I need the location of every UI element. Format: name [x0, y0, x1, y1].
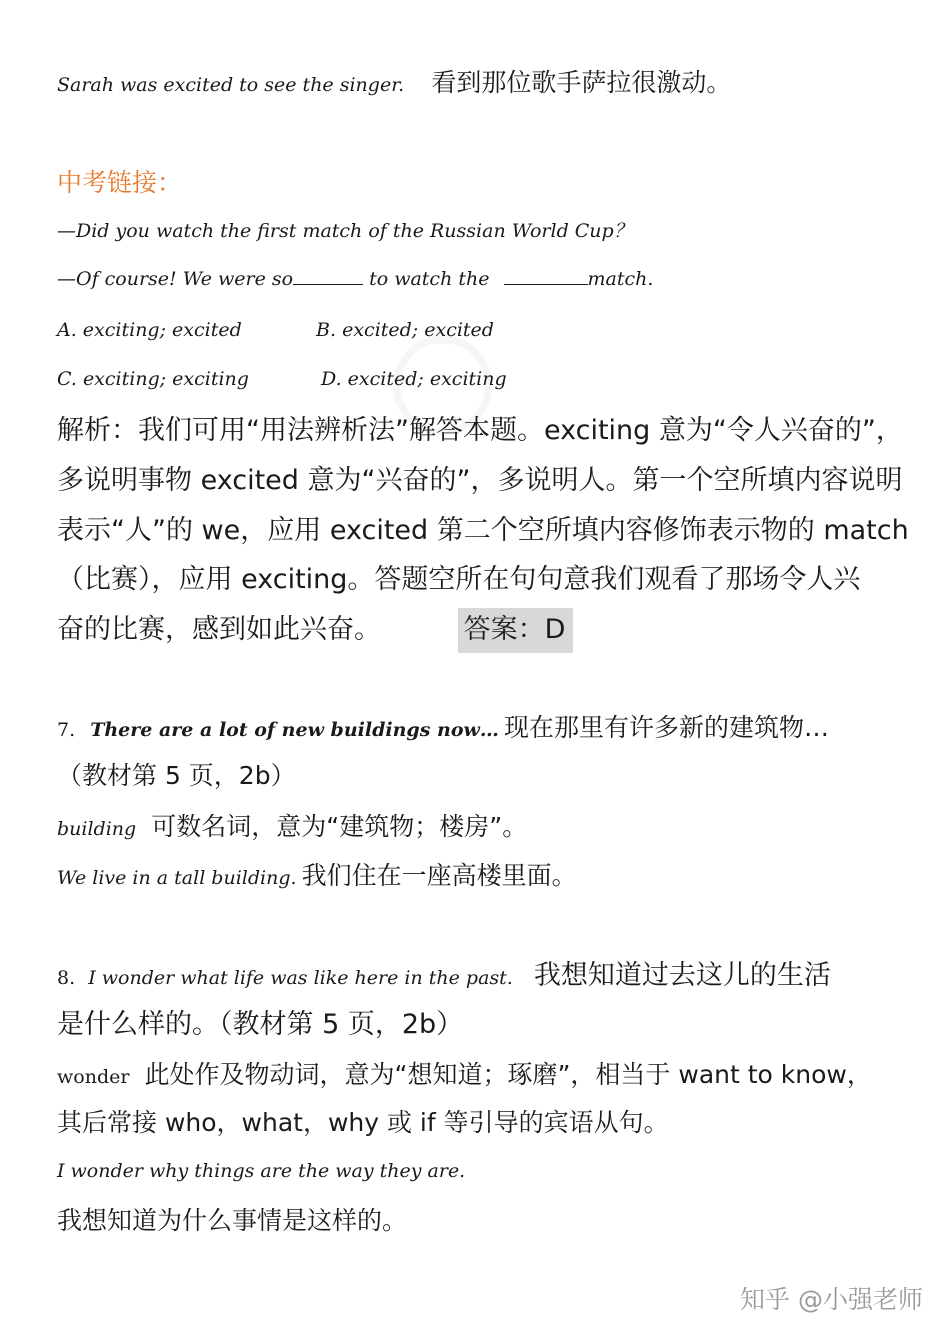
item-8-zh: 我想知道过去这儿的生活 — [533, 960, 831, 991]
item-8-line — [57, 962, 831, 989]
question-line: —Did you watch the first match of the Russian World Cup？ — [57, 220, 633, 242]
options-row-2 — [57, 370, 507, 389]
item-8-number: 8. — [57, 967, 76, 989]
item-7-number: 7. — [57, 719, 76, 741]
option-c: C. exciting; exciting — [57, 368, 249, 390]
example-zh: 我们住在一座高楼里面。 — [301, 861, 577, 890]
example-en: Sarah was excited to see the singer. — [57, 74, 405, 96]
item-8-en: I wonder what life was like here in the past. — [88, 967, 513, 989]
analysis-line-2: 多说明事物 excited 意为“兴奋的”，多说明人。第一个空所填内容说明 — [57, 465, 903, 496]
answer-mid: to watch the — [369, 268, 490, 290]
analysis-text: 奋的比赛，感到如此兴奋。 — [57, 614, 381, 645]
answer-post: match. — [587, 268, 654, 290]
answer-line — [57, 270, 653, 289]
vocab-definition: 此处作及物动词，意为“想知道；琢磨”，相当于 want to know， — [144, 1060, 872, 1089]
option-b: B. excited; excited — [316, 319, 494, 341]
blank-1 — [293, 270, 363, 285]
options-row-1 — [57, 321, 494, 340]
analysis-line-3: 表示“人”的 we，应用 excited 第二个空所填内容修饰表示物的 match — [57, 515, 909, 546]
wonder-usage-line: 其后常接 who，what，why 或 if 等引导的宾语从句。 — [57, 1108, 669, 1137]
example-zh: 看到那位歌手萨拉很激动。 — [431, 68, 732, 97]
building-example-line — [57, 863, 577, 888]
option-d: D. excited; exciting — [321, 368, 507, 390]
vocab-word: building — [57, 818, 137, 840]
example-en: We live in a tall building. — [57, 867, 297, 889]
item-7-zh: 现在那里有许多新的建筑物… — [503, 713, 829, 742]
analysis-line-5 — [57, 608, 573, 653]
analysis-line-1: 解析：我们可用“用法辨析法”解答本题。exciting 意为“令人兴奋的”， — [57, 415, 903, 446]
wonder-example-en: I wonder why things are the way they are. — [57, 1160, 466, 1182]
analysis-line-4: （比赛），应用 exciting。答题空所在句句意我们观看了那场令人兴 — [57, 564, 861, 595]
footer-credit: 知乎 @小强老师 — [740, 1285, 923, 1314]
option-a: A. exciting; excited — [57, 319, 242, 341]
building-note-line — [57, 814, 527, 839]
wonder-note-line — [57, 1062, 872, 1087]
example-sentence-line — [57, 70, 731, 95]
vocab-word: wonder — [57, 1066, 130, 1088]
item-8-continuation: 是什么样的。（教材第 5 页，2b） — [57, 1009, 464, 1040]
section-heading: 中考链接： — [57, 168, 183, 197]
item-7-en: There are a lot of new buildings now… — [90, 719, 499, 741]
answer-pre: —Of course! We were so — [57, 268, 294, 290]
answer-badge: 答案：D — [458, 608, 574, 653]
blank-2 — [504, 270, 588, 285]
item-7-line — [57, 715, 829, 740]
vocab-definition: 可数名词，意为“建筑物；楼房”。 — [151, 812, 528, 841]
wonder-example-zh: 我想知道为什么事情是这样的。 — [57, 1206, 408, 1235]
item-7-source: （教材第 5 页，2b） — [57, 761, 296, 790]
